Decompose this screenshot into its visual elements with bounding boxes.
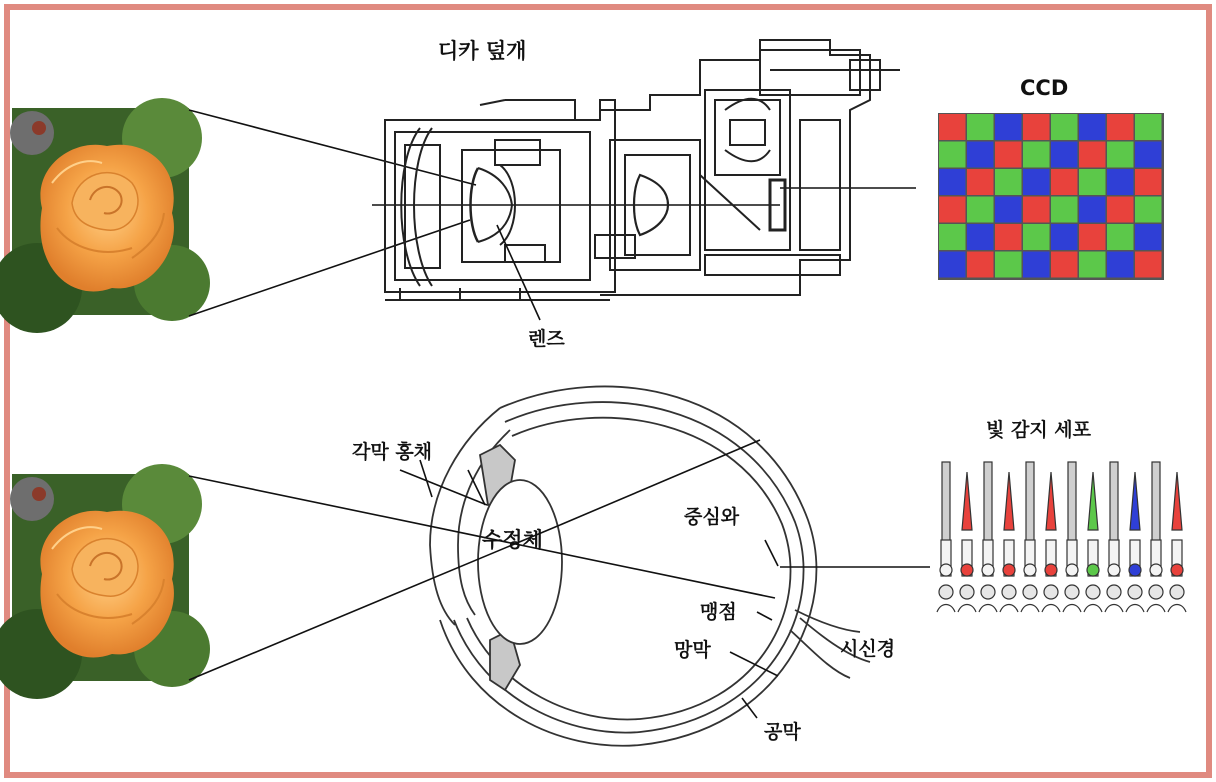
ccd-cell-green (1023, 142, 1050, 168)
lens-pointer-line (497, 225, 540, 320)
label-sclera: 공막 (764, 721, 801, 743)
ccd-cell-blue (1107, 252, 1134, 278)
ccd-cell-blue (1079, 197, 1106, 223)
label-ccd: CCD (1020, 76, 1069, 100)
label-fovea: 중심와 (684, 506, 740, 528)
ccd-cell-green (1135, 197, 1162, 223)
rose-image-top (0, 98, 210, 333)
photoreceptor-rod (1063, 462, 1081, 612)
ccd-cell-blue (1023, 252, 1050, 278)
ccd-cell-blue (1023, 169, 1050, 195)
camera-projection-lines (189, 110, 916, 316)
ccd-sensor-grid (938, 113, 1164, 280)
eye-cross-section (430, 386, 870, 745)
photoreceptor-red-cone (958, 472, 976, 612)
ccd-cell-green (1051, 114, 1078, 140)
ccd-cell-red (1107, 114, 1134, 140)
photoreceptor-blue-cone (1126, 472, 1144, 612)
ccd-cell-green (1107, 142, 1134, 168)
photoreceptor-rod (1147, 462, 1165, 612)
ccd-cell-green (995, 169, 1022, 195)
ccd-cell-green (967, 114, 994, 140)
ccd-cell-blue (1135, 224, 1162, 250)
ccd-cell-blue (995, 197, 1022, 223)
ccd-cell-blue (1135, 142, 1162, 168)
ccd-cell-red (939, 114, 966, 140)
ccd-cell-blue (939, 169, 966, 195)
ccd-cell-blue (1051, 142, 1078, 168)
photoreceptor-red-cone (1168, 472, 1186, 612)
photoreceptor-cells (937, 462, 1186, 612)
ccd-cell-red (1023, 114, 1050, 140)
label-photoreceptors: 빛 감지 세포 (986, 419, 1091, 441)
photoreceptor-red-cone (1042, 472, 1060, 612)
ccd-cell-blue (939, 252, 966, 278)
photoreceptor-red-cone (1000, 472, 1018, 612)
ccd-cell-red (1023, 197, 1050, 223)
ccd-cell-green (1135, 114, 1162, 140)
label-camera-body: 디카 덮개 (438, 39, 527, 63)
ccd-cell-blue (967, 224, 994, 250)
ccd-cell-green (939, 224, 966, 250)
ccd-cell-red (1135, 252, 1162, 278)
rose-image-bottom (0, 464, 210, 699)
photoreceptor-green-cone (1084, 472, 1102, 612)
photoreceptor-rod (979, 462, 997, 612)
label-blind-spot: 맹점 (700, 601, 737, 623)
ccd-cell-red (967, 252, 994, 278)
ccd-cell-red (967, 169, 994, 195)
ccd-cell-red (1107, 197, 1134, 223)
ccd-cell-green (1051, 197, 1078, 223)
ccd-cell-red (1079, 142, 1106, 168)
ccd-cell-green (1079, 252, 1106, 278)
label-optic-nerve: 시신경 (840, 638, 896, 660)
ccd-cell-red (1051, 169, 1078, 195)
camera-cross-section (385, 40, 900, 300)
ccd-cell-green (1023, 224, 1050, 250)
ccd-cell-green (1079, 169, 1106, 195)
photoreceptor-rod (1021, 462, 1039, 612)
ccd-cell-red (995, 142, 1022, 168)
ccd-cell-red (1135, 169, 1162, 195)
ccd-cell-red (1079, 224, 1106, 250)
ccd-cell-green (1107, 224, 1134, 250)
label-crystalline-lens: 수정체 (482, 528, 543, 552)
ccd-cell-blue (1079, 114, 1106, 140)
photoreceptor-rod (937, 462, 955, 612)
ccd-cell-blue (967, 142, 994, 168)
ccd-cell-green (967, 197, 994, 223)
ccd-cell-green (995, 252, 1022, 278)
ccd-cell-green (939, 142, 966, 168)
ccd-cell-red (939, 197, 966, 223)
ccd-cell-red (995, 224, 1022, 250)
photoreceptor-rod (1105, 462, 1123, 612)
ccd-cell-blue (1051, 224, 1078, 250)
label-camera-lens: 렌즈 (528, 328, 565, 350)
ccd-cell-blue (1107, 169, 1134, 195)
label-retina: 망막 (674, 639, 711, 661)
label-cornea-iris: 각막 홍채 (352, 441, 433, 463)
ccd-cell-blue (995, 114, 1022, 140)
ccd-cell-red (1051, 252, 1078, 278)
